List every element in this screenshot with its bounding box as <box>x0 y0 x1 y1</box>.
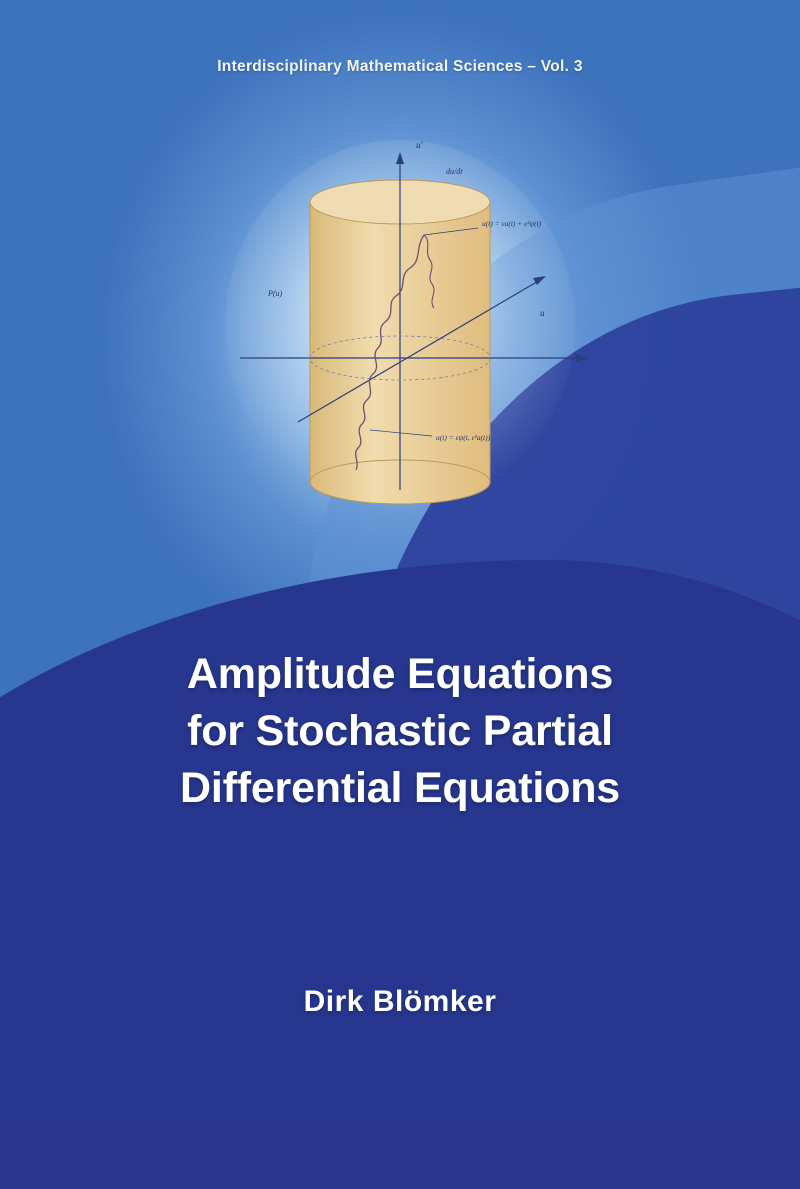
svg-text:u: u <box>540 308 545 318</box>
svg-text:u(t) = εψ(t, ε²a(t)): u(t) = εψ(t, ε²a(t)) <box>436 433 491 442</box>
book-title <box>60 646 740 816</box>
series-line: Interdisciplinary Mathematical Sciences – Vol. 3 <box>217 58 583 75</box>
svg-text:du/dt: du/dt <box>446 167 463 176</box>
bottom-band <box>0 1129 800 1189</box>
title-line-2: for Stochastic Partial <box>187 706 613 755</box>
cover-illustration <box>210 130 600 530</box>
svg-text:u': u' <box>416 140 423 150</box>
title-line-1: Amplitude Equations <box>186 650 614 698</box>
author-name: Dirk Blömker <box>303 985 497 1018</box>
title-line-3: Differential Equations <box>180 763 620 812</box>
svg-text:P(u): P(u) <box>268 289 283 298</box>
svg-text:u(t) = εa(t) + ε²ψ(t): u(t) = εa(t) + ε²ψ(t) <box>482 219 542 228</box>
